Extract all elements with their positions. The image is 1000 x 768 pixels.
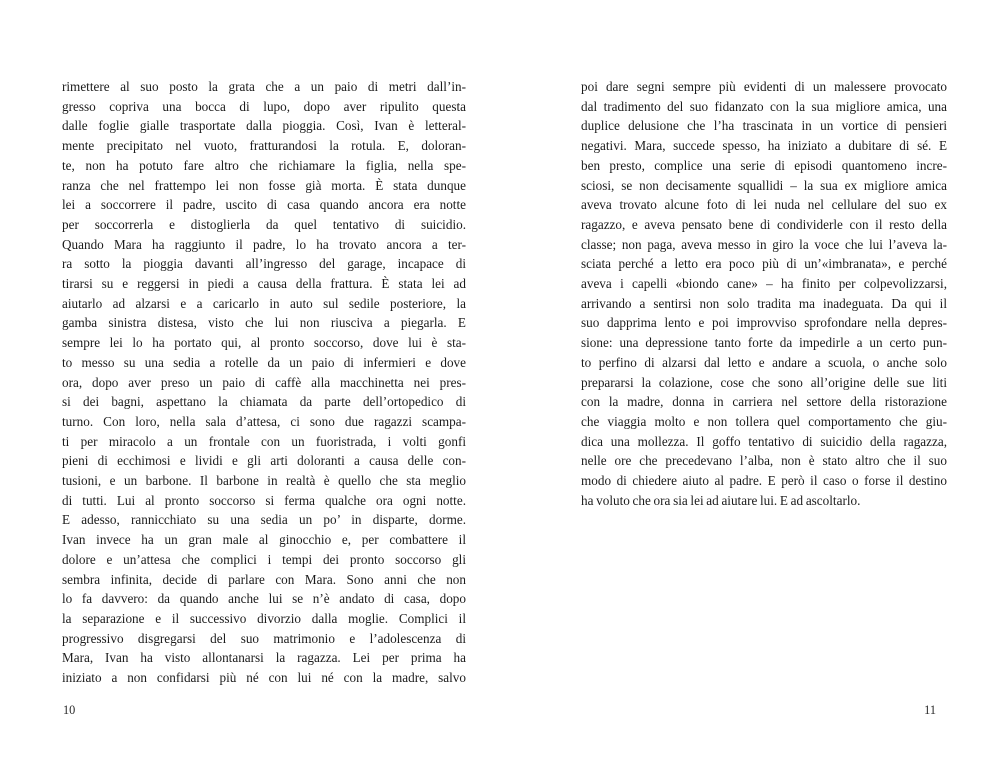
text-line: dolore e un’attesa che complici i tempi dei pronto soccorso gli (62, 551, 466, 567)
text-line: iniziato a non confidarsi più né con lui né con la madre, salvo (62, 670, 466, 686)
text-line: ora, dopo aver preso un paio di caffè alla macchinetta nei pres- (62, 374, 466, 390)
text-line: suo dapprima lento e poi improvviso sprofondare nella depres- (581, 315, 947, 331)
text-line: arrivando a sentirsi non solo tradita ma inadeguata. Da qui il (581, 295, 947, 311)
text-line: ti per miracolo a un frontale con un fuoristrada, i volti gonfi (62, 433, 466, 449)
text-line: gresso copriva una bocca di lupo, dopo aver ripulito questa (62, 98, 466, 114)
text-line: prepararsi la colazione, cose che sono all’origine delle sue liti (581, 374, 947, 390)
text-line: di tutti. Lui al pronto soccorso si ferma qualche ora ogni notte. (62, 492, 466, 508)
text-line: Mara, Ivan ha visto allontanarsi la ragazza. Lei per prima ha (62, 650, 466, 666)
text-line: duplice delusione che l’ha trascinata in un vortice di pensieri (581, 118, 947, 134)
text-line: aveva trovato alcune foto di lei nuda nel cellulare del suo ex (581, 197, 947, 213)
text-line: sione: una depressione tanto forte da impedirle a un certo pun- (581, 335, 947, 351)
text-line: sempre lei lo ha portato qui, al pronto soccorso, dove lui è sta- (62, 335, 466, 351)
text-line: ha voluto che ora sia lei ad aiutare lui. E ad ascoltarlo. (581, 492, 861, 508)
text-line: lo fa davvero: da quando anche lui se n’è andato di casa, dopo (62, 591, 466, 607)
text-line: Quando Mara ha raggiunto il padre, lo ha trovato ancora a ter- (62, 236, 466, 252)
text-line: te, non ha potuto fare altro che richiamare la figlia, nella spe- (62, 157, 466, 173)
text-line: to perfino di alzarsi dal letto e andare a scuola, o anche solo (581, 354, 947, 370)
text-line: si dei bagni, aspettano la chiamata da parte dell’ortopedico di (62, 394, 466, 410)
text-line: dica una mollezza. Il goffo tentativo di suicidio della ragazza, (581, 433, 947, 449)
text-line: dal tradimento del suo fidanzato con la sua migliore amica, una (581, 98, 947, 114)
text-line: pieni di ecchimosi e lividi e gli arti doloranti a causa delle con- (62, 453, 466, 469)
text-line: tirarsi su e reggersi in piedi a causa della frattura. È stata lei ad (62, 276, 466, 292)
text-line: sembra infinita, decide di parlare con Mara. Sono anni che non (62, 571, 466, 587)
text-line: aveva i capelli «biondo cane» – ha finito per colpevolizzarsi, (581, 276, 947, 292)
text-line: poi dare segni sempre più evidenti di un malessere provocato (581, 79, 947, 94)
text-line: to messo su una sedia a rotelle da un paio di infermieri e dove (62, 354, 466, 370)
text-line: progressivo disgregarsi del suo matrimonio e l’adolescenza di (62, 630, 466, 646)
text-line: ben presto, complice una serie di episodi quantomeno incre- (581, 157, 947, 173)
text-line: rimettere al suo posto la grata che a un paio di metri dall’in- (62, 79, 466, 94)
text-line: ragazzo, e aveva pensato bene di condividerle con il resto della (581, 216, 947, 232)
text-line: ra sotto la pioggia davanti all’ingresso del garage, incapace di (62, 256, 466, 272)
text-line: dalle foglie gialle trasportate dalla pioggia. Così, Ivan è letteral- (62, 118, 466, 134)
text-line: ranza che nel frattempo lei non fosse già morta. È stata dunque (62, 177, 466, 193)
text-line: la separazione e il successivo divorzio dalla moglie. Complici il (62, 610, 466, 626)
text-line: gamba sinistra distesa, visto che lui non riusciva a piegarla. E (62, 315, 466, 331)
text-line: mente precipitato nel vuoto, fratturandosi la rotula. E, doloran- (62, 138, 466, 154)
text-line: che viaggia molto e non tollera quel comportamento che giu- (581, 413, 947, 429)
page-number-right: 11 (924, 703, 936, 717)
page-right-text-block (581, 77, 947, 510)
text-line: classe; non paga, aveva messo in giro la voce che lui l’aveva la- (581, 236, 947, 252)
text-line: con la madre, donna in carriera nel settore della ristorazione (581, 394, 947, 410)
text-line: lei a soccorrere il padre, uscito di casa quando ancora era notte (62, 197, 466, 213)
text-line: per soccorrerla e distoglierla da quel tentativo di suicidio. (62, 216, 466, 232)
text-line: tusioni, e un barbone. Il barbone in realtà è quello che sta meglio (62, 473, 466, 489)
text-line: negativi. Mara, succede spesso, ha iniziato a dubitare di sé. E (581, 138, 947, 154)
text-line: turno. Con loro, nella sala d’attesa, ci sono due ragazzi scampa- (62, 413, 466, 429)
text-line: nelle ore che precedevano l’alba, non è stato altro che il suo (581, 453, 947, 469)
text-line: sciata perché a letto era poco più di un’«imbranata», e perché (581, 256, 947, 272)
text-line: sciosi, se non decisamente squallidi – la sua ex migliore amica (581, 177, 947, 193)
text-line: modo di chiedere aiuto al padre. E però il caso o forse il destino (581, 473, 947, 489)
page-left-text-block (62, 77, 466, 688)
text-line: Ivan invece ha un gran male al ginocchio e, per combattere il (62, 532, 466, 548)
page-number-left: 10 (63, 703, 76, 717)
text-line: aiutarlo ad alzarsi e a caricarlo in auto sul sedile posteriore, la (62, 295, 466, 311)
text-line: E adesso, rannicchiato su una sedia un po’ in disparte, dorme. (62, 512, 466, 528)
